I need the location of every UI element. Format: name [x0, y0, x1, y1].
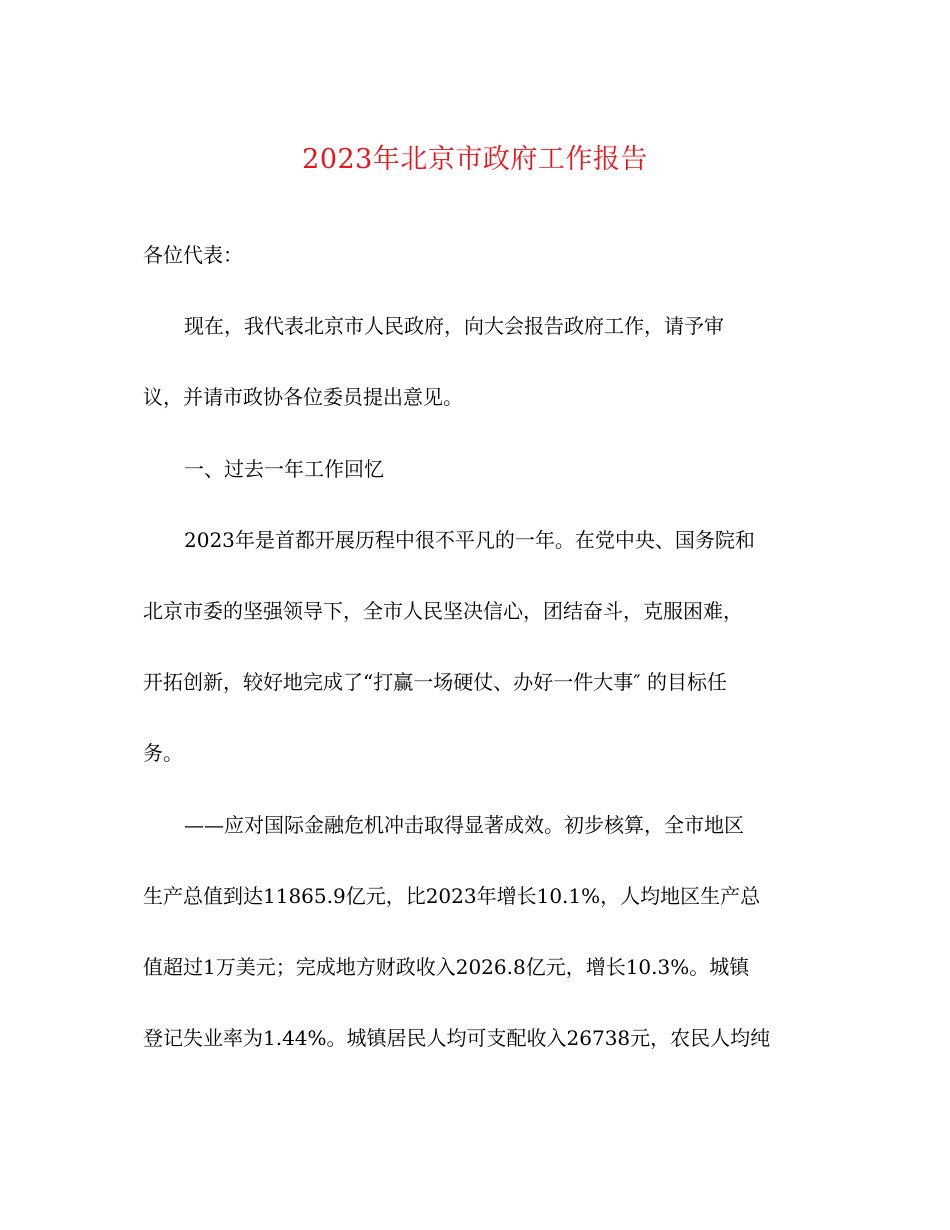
paragraph-line: 开拓创新，较好地完成了“打赢一场硬仗、办好一件大事″ 的目标任	[143, 670, 728, 695]
paragraph-line: 登记失业率为1.44%。城镇居民人均可支配收入26738元，农民人均纯	[143, 1026, 771, 1051]
paragraph-line: 北京市委的坚强领导下，全市人民坚决信心，团结奋斗，克服困难，	[143, 598, 743, 623]
paragraph-line: ——应对国际金融危机冲击取得显著成效。初步核算，全市地区	[184, 812, 744, 837]
document-body	[143, 220, 813, 1074]
paragraph-line: 2023年是首都开展历程中很不平凡的一年。在党中央、国务院和	[184, 527, 755, 552]
paragraph-line: 现在，我代表北京市人民政府，向大会报告政府工作，请予审	[184, 314, 724, 339]
paragraph-line: 议，并请市政协各位委员提出意见。	[143, 385, 463, 410]
paragraph-line: 务。	[143, 741, 183, 766]
paragraph-line: 值超过1万美元；完成地方财政收入2026.8亿元，增长10.3%。城镇	[143, 954, 750, 979]
section-heading: 一、过去一年工作回忆	[184, 456, 384, 481]
document-title: 2023年北京市政府工作报告	[302, 144, 648, 175]
paragraph-line: 生产总值到达11865.9亿元，比2023年增长10.1%，人均地区生产总	[143, 883, 761, 908]
salutation-line: 各位代表：	[143, 243, 243, 267]
